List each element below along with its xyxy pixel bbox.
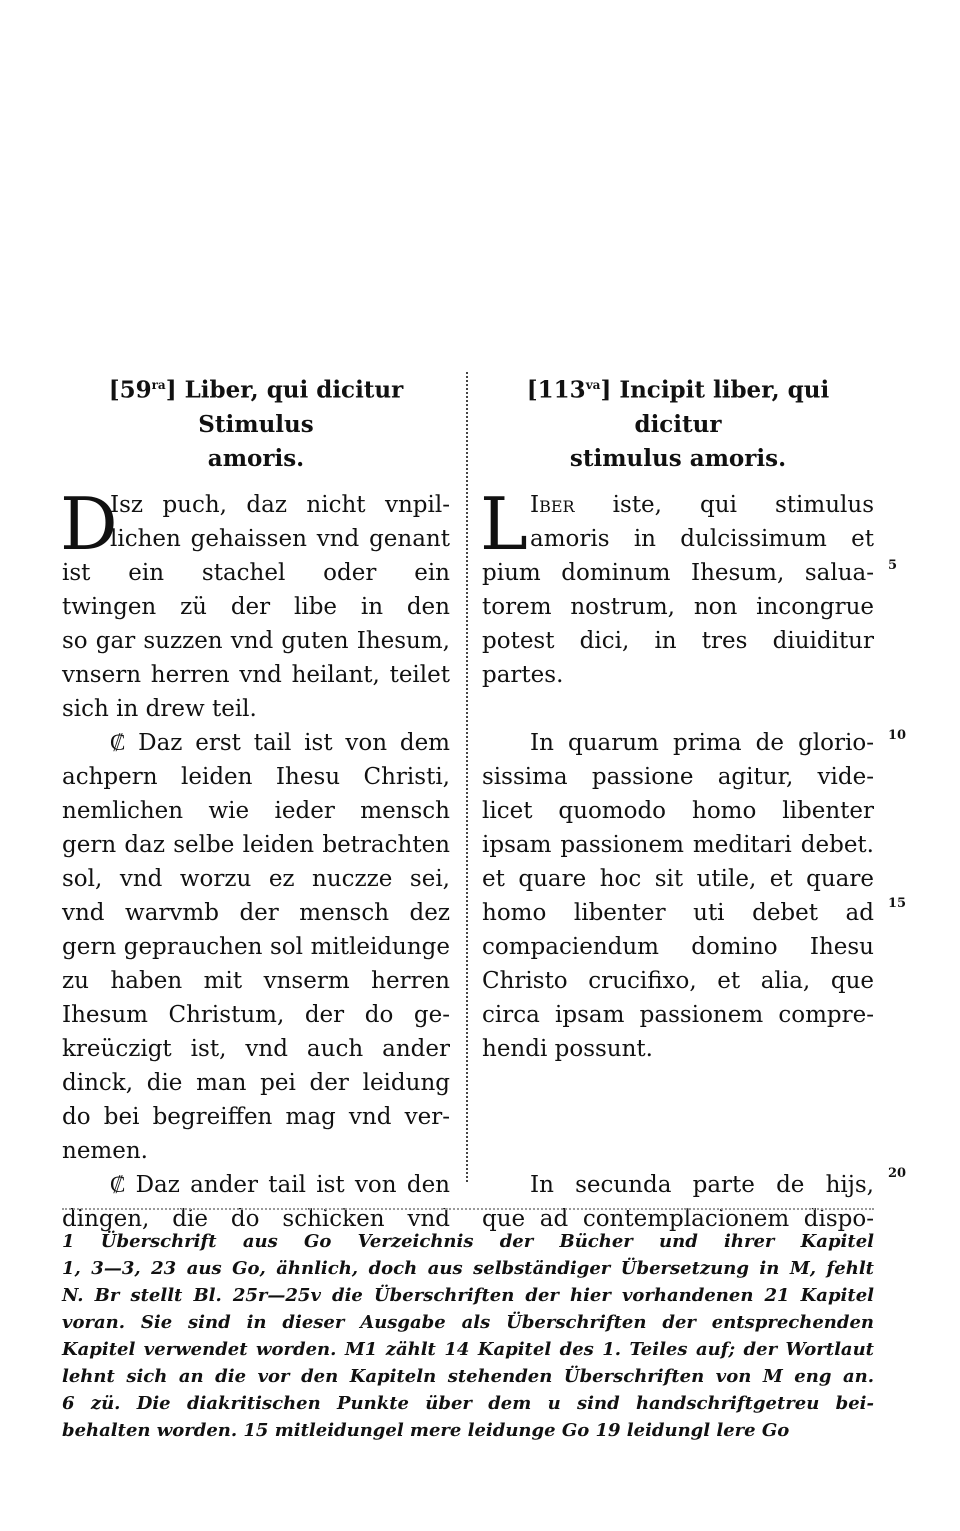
text-line: torem nostrum, non incongrue <box>482 593 874 620</box>
folio-ref: [113 <box>526 376 586 404</box>
text-line: potest dici, in tres diuiditur <box>482 627 874 654</box>
heading-line-1: ] Incipit liber, qui dicitur <box>600 376 830 438</box>
text-line: ipsam passionem meditari debet. <box>482 831 874 858</box>
drop-initial: L <box>480 481 528 566</box>
apparatus-notes <box>62 1228 874 1444</box>
folio-sup: va <box>585 378 601 392</box>
text-line: pium dominum Ihesum, salua- <box>482 559 874 586</box>
text-line: et quare hoc sit utile, et quare <box>482 865 874 892</box>
text-line: ₡ Daz ander tail ist von den <box>110 1171 450 1198</box>
text-line: circa ipsam passionem compre- <box>482 1001 874 1028</box>
text-line: gern geprauchen sol mitleidunge <box>62 933 450 960</box>
text-line <box>482 488 874 522</box>
first-word: Iber <box>530 491 575 518</box>
column-divider <box>466 372 468 1182</box>
spacer <box>482 1100 874 1134</box>
text-line: so gar suzzen vnd guten Ihesum, <box>62 627 450 654</box>
text-line: dingen, die do schicken vnd <box>62 1205 450 1232</box>
text-line: In quarum prima de glorio- <box>530 729 874 756</box>
text-line: compaciendum domino Ihesu <box>482 933 874 960</box>
text-line: nemen. <box>62 1137 148 1164</box>
text-fragment: iste, qui stimulus <box>612 491 875 518</box>
text-line: kreüczigt ist, vnd auch ander <box>62 1035 450 1062</box>
footnote-rule <box>62 1208 874 1210</box>
text-line: sol, vnd worzu ez nuczze sei, <box>62 865 450 892</box>
text-line: ₡ Daz erst tail ist von dem <box>110 729 450 756</box>
note-line: voran. Sie sind in dieser Ausgabe als Überschriften der entsprechenden <box>62 1312 874 1333</box>
text-line: In secunda parte de hijs, <box>530 1171 874 1198</box>
spacer <box>482 1134 874 1168</box>
german-column <box>62 368 450 1236</box>
text-line: twingen zü der libe in den <box>62 593 450 620</box>
note-line: N. Br stellt Bl. 25r—25v die Überschriften der hier vorhandenen 21 Kapitel <box>62 1285 874 1306</box>
text-line: homo libenter uti debet ad <box>482 899 874 926</box>
spacer <box>482 692 874 726</box>
text-line: achpern leiden Ihesu Christi, <box>62 763 450 790</box>
folio-sup: ra <box>151 378 166 392</box>
text-line: dinck, die man pei der leidung <box>62 1069 450 1096</box>
text-line: licet quomodo homo libenter <box>482 797 874 824</box>
text-line: do bei begreiffen mag vnd ver- <box>62 1103 450 1130</box>
note-line: lehnt sich an die vor den Kapiteln stehenden Überschriften von M eng an. <box>62 1366 874 1387</box>
text-line: vnd warvmb der mensch dez <box>62 899 450 926</box>
line-number: 10 <box>888 728 907 743</box>
note-line: behalten worden. 15 mitleidungel mere leidunge Go 19 leidungl lere Go <box>62 1420 790 1441</box>
text-line: Christo crucifixo, et alia, que <box>482 967 874 994</box>
text-line: sich in drew teil. <box>62 695 257 722</box>
text-line: Ihesum Christum, der do ge- <box>62 1001 450 1028</box>
text-line: que ad contemplacionem dispo- <box>482 1205 874 1232</box>
latin-heading <box>482 368 874 476</box>
note-line: 1, 3—3, 23 aus Go, ähnlich, doch aus selbständiger Übersetzung in M, fehlt <box>62 1258 874 1279</box>
note-line: Kapitel verwendet worden. M1 zählt 14 Kapitel des 1. Teiles auf; der Wortlaut <box>62 1339 874 1360</box>
text-line: zu haben mit vnserm herren <box>62 967 450 994</box>
heading-line-2: amoris. <box>207 444 305 472</box>
text-line: sissima passione agitur, vide- <box>482 763 874 790</box>
german-opening <box>60 481 450 566</box>
note-line: 1 Überschrift aus Go Verzeichnis der Bücher und ihrer Kapitel <box>62 1231 874 1252</box>
text-line: ist ein stachel oder ein <box>62 559 450 586</box>
heading-line-1: ] Liber, qui dicitur Stimulus <box>165 376 404 438</box>
text-line: gern daz selbe leiden betrachten <box>62 831 450 858</box>
line-number: 5 <box>888 558 898 573</box>
line-number: 20 <box>888 1166 907 1181</box>
drop-initial: D <box>60 481 118 566</box>
german-heading <box>62 368 450 476</box>
spacer <box>482 1066 874 1100</box>
latin-opening <box>480 481 875 566</box>
text-line: lichen gehaissen vnd genant <box>110 525 450 552</box>
text-line: hendi possunt. <box>482 1035 653 1062</box>
text-line: nemlichen wie ieder mensch <box>62 797 450 824</box>
text-line: Isz puch, daz nicht vnpil- <box>110 491 450 518</box>
latin-column <box>482 368 874 1236</box>
text-line: vnsern herren vnd heilant, teilet <box>62 661 450 688</box>
folio-ref: [59 <box>108 376 152 404</box>
text-line: partes. <box>482 661 564 688</box>
heading-line-2: stimulus amoris. <box>569 444 787 472</box>
line-number: 15 <box>888 896 907 911</box>
text-line: amoris in dulcissimum et <box>530 525 874 552</box>
note-line: 6 zü. Die diakritischen Punkte über dem u sind handschriftgetreu bei- <box>62 1393 874 1414</box>
